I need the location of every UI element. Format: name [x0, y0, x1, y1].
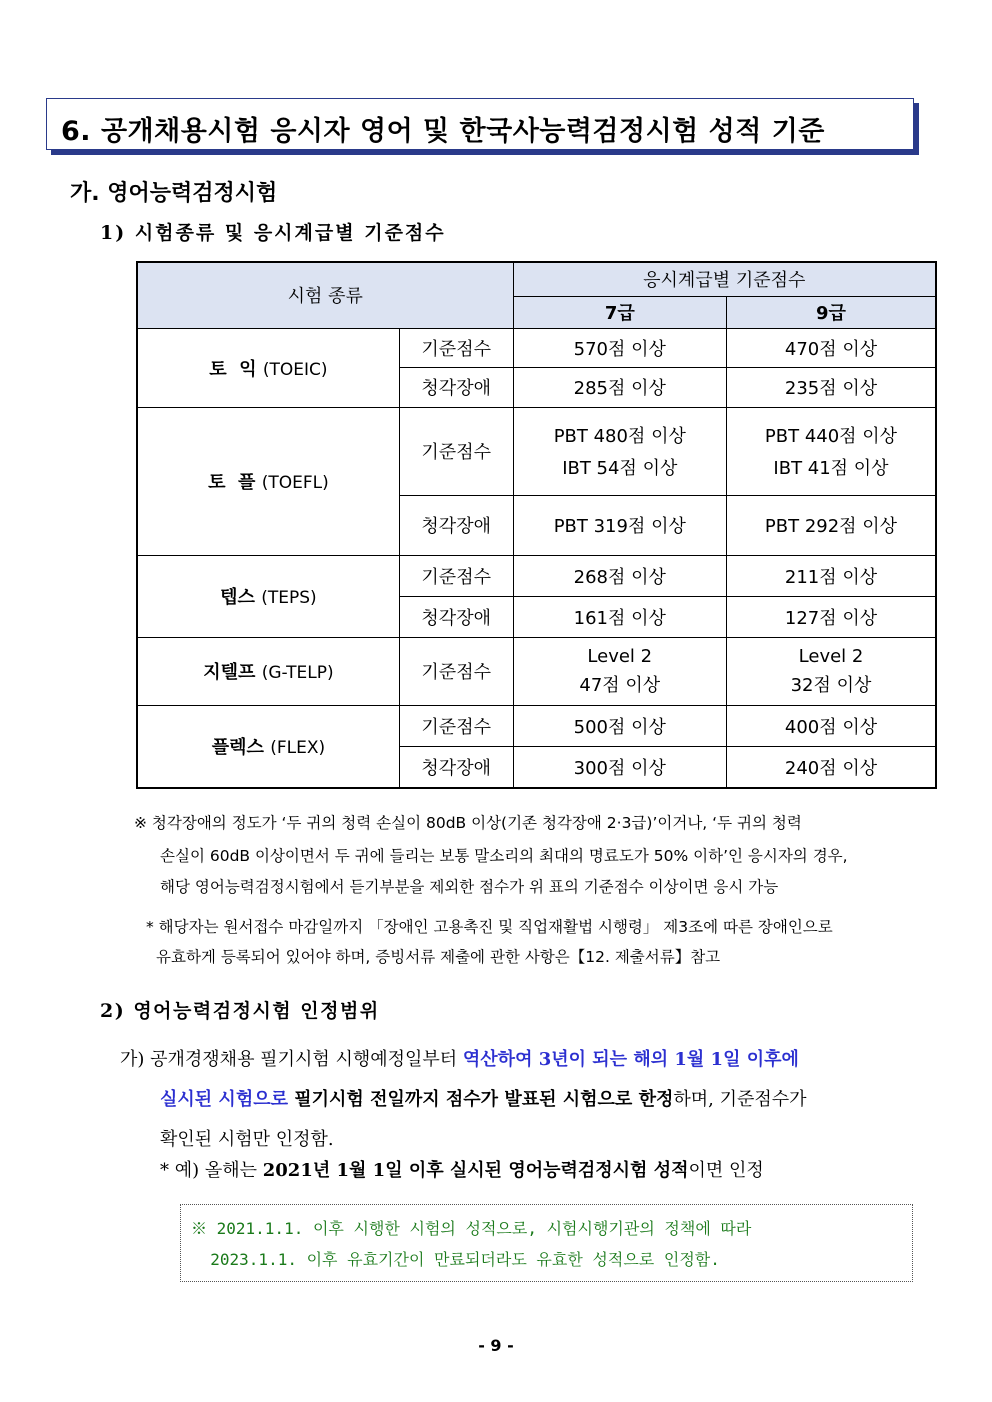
header-grade-9: 9급	[727, 296, 937, 328]
cell-value: PBT 292점 이상	[727, 495, 937, 555]
cell-line: PBT 440점 이상	[764, 426, 898, 447]
row-label-hearing: 청각장애	[399, 367, 513, 407]
note-registration-line2: 유효하게 등록되어 있어야 하며, 증빙서류 제출에 관한 사항은【12. 제출서류】참고	[156, 948, 721, 966]
cell-value: 240점 이상	[727, 746, 937, 788]
row-label-standard: 기준점수	[399, 705, 513, 746]
exam-toeic	[137, 328, 399, 407]
example-line	[160, 1156, 764, 1182]
header-grade-score: 응시계급별 기준점수	[513, 262, 936, 296]
notice-line2: 2023.1.1. 이후 유효기간이 만료되더라도 유효한 성적으로 인정함.	[191, 1250, 720, 1269]
cell-value	[727, 637, 937, 705]
exam-toefl	[137, 407, 399, 555]
exam-gtelp	[137, 637, 399, 705]
cell-value: 268점 이상	[513, 555, 726, 596]
score-table	[136, 261, 937, 789]
para-line2	[120, 1080, 950, 1120]
para-line1	[120, 1040, 950, 1080]
cell-value	[513, 407, 726, 495]
exam-toeic-ko: 토 익	[209, 358, 257, 380]
heading-recognition-range: 2) 영어능력검정시험 인정범위	[100, 1000, 380, 1022]
header-exam-type: 시험 종류	[137, 262, 513, 328]
row-label-standard: 기준점수	[399, 555, 513, 596]
exam-teps	[137, 555, 399, 637]
exam-teps-en: (TEPS)	[261, 588, 317, 608]
para-highlight: 역산하여 3년이 되는 해의 1월 1일 이후에	[462, 1049, 799, 1070]
exam-gtelp-ko: 지텔프	[203, 662, 256, 683]
row-label-hearing: 청각장애	[399, 596, 513, 637]
cell-line: 32점 이상	[790, 674, 872, 696]
row-label-standard: 기준점수	[399, 637, 513, 705]
example-bold: 2021년 1월 1일 이후 실시된 영어능력검정시험 성적	[262, 1160, 689, 1181]
para-bold: 필기시험 전일까지 점수가 발표된 시험으로 한정	[287, 1089, 674, 1110]
subsection-heading-english: 가. 영어능력검정시험	[70, 181, 278, 206]
exam-flex-ko: 플렉스	[211, 737, 264, 759]
para-text: 가) 공개경쟁채용 필기시험 시행예정일부터	[120, 1049, 463, 1070]
cell-value: 161점 이상	[513, 596, 726, 637]
cell-line: IBT 41점 이상	[773, 458, 889, 479]
cell-value: 127점 이상	[727, 596, 937, 637]
example-text: 이면 인정	[688, 1160, 764, 1181]
section-title-box	[46, 98, 914, 150]
para-line3: 확인된 시험만 인정함.	[160, 1129, 334, 1150]
para-highlight: 실시된 시험으로	[160, 1089, 288, 1110]
cell-value: 300점 이상	[513, 746, 726, 788]
notice-box	[180, 1204, 913, 1282]
cell-line: 47점 이상	[579, 674, 661, 696]
cell-line: IBT 54점 이상	[562, 458, 678, 479]
cell-line: Level 2	[798, 645, 864, 667]
exam-toefl-ko: 토 플	[208, 472, 256, 493]
exam-flex	[137, 705, 399, 788]
cell-value: 400점 이상	[727, 705, 937, 746]
exam-toeic-en: (TOEIC)	[262, 359, 328, 380]
exam-gtelp-en: (G-TELP)	[261, 663, 334, 683]
cell-value	[727, 407, 937, 495]
exam-toefl-en: (TOEFL)	[261, 473, 329, 493]
cell-value: 470점 이상	[727, 328, 937, 367]
header-grade-7: 7급	[513, 296, 726, 328]
cell-value: 211점 이상	[727, 555, 937, 596]
section-title: 6. 공개채용시험 응시자 영어 및 한국사능력검정시험 성적 기준	[61, 116, 825, 147]
note-hearing-line1: ※ 청각장애의 정도가 ‘두 귀의 청력 손실이 80dB 이상(기존 청각장애 2·3급)’이거나, ‘두 귀의 청력	[134, 814, 802, 832]
cell-value: 285점 이상	[513, 367, 726, 407]
note-registration-line1: * 해당자는 원서접수 마감일까지 「장애인 고용촉진 및 직업재활법 시행령」 제3조에 따른 장애인으로	[146, 918, 833, 936]
para-text: 하며, 기준점수가	[673, 1089, 807, 1110]
note-hearing-line2: 손실이 60dB 이상이면서 두 귀에 들리는 보통 말소리의 최대의 명료도가 50% 이하’인 응시자의 경우,	[160, 847, 848, 865]
page-number: - 9 -	[478, 1336, 514, 1355]
cell-value: 500점 이상	[513, 705, 726, 746]
heading-score-criteria: 1) 시험종류 및 응시계급별 기준점수	[100, 222, 446, 244]
cell-line: Level 2	[587, 645, 653, 667]
notice-line1: ※ 2021.1.1. 이후 시행한 시험의 성적으로, 시험시행기관의 정책에 따라	[191, 1219, 752, 1238]
row-label-standard: 기준점수	[399, 328, 513, 367]
recognition-paragraph	[120, 1040, 950, 1160]
example-text: * 예) 올해는	[160, 1160, 263, 1181]
note-hearing-line3: 해당 영어능력검정시험에서 듣기부분을 제외한 점수가 위 표의 기준점수 이상이면 응시 가능	[160, 878, 779, 896]
row-label-hearing: 청각장애	[399, 746, 513, 788]
exam-teps-ko: 텝스	[220, 587, 255, 608]
cell-value: 570점 이상	[513, 328, 726, 367]
row-label-hearing: 청각장애	[399, 495, 513, 555]
cell-value: 235점 이상	[727, 367, 937, 407]
cell-value	[513, 637, 726, 705]
row-label-standard: 기준점수	[399, 407, 513, 495]
cell-line: PBT 480점 이상	[553, 426, 686, 447]
cell-value: PBT 319점 이상	[513, 495, 726, 555]
exam-flex-en: (FLEX)	[270, 738, 326, 759]
